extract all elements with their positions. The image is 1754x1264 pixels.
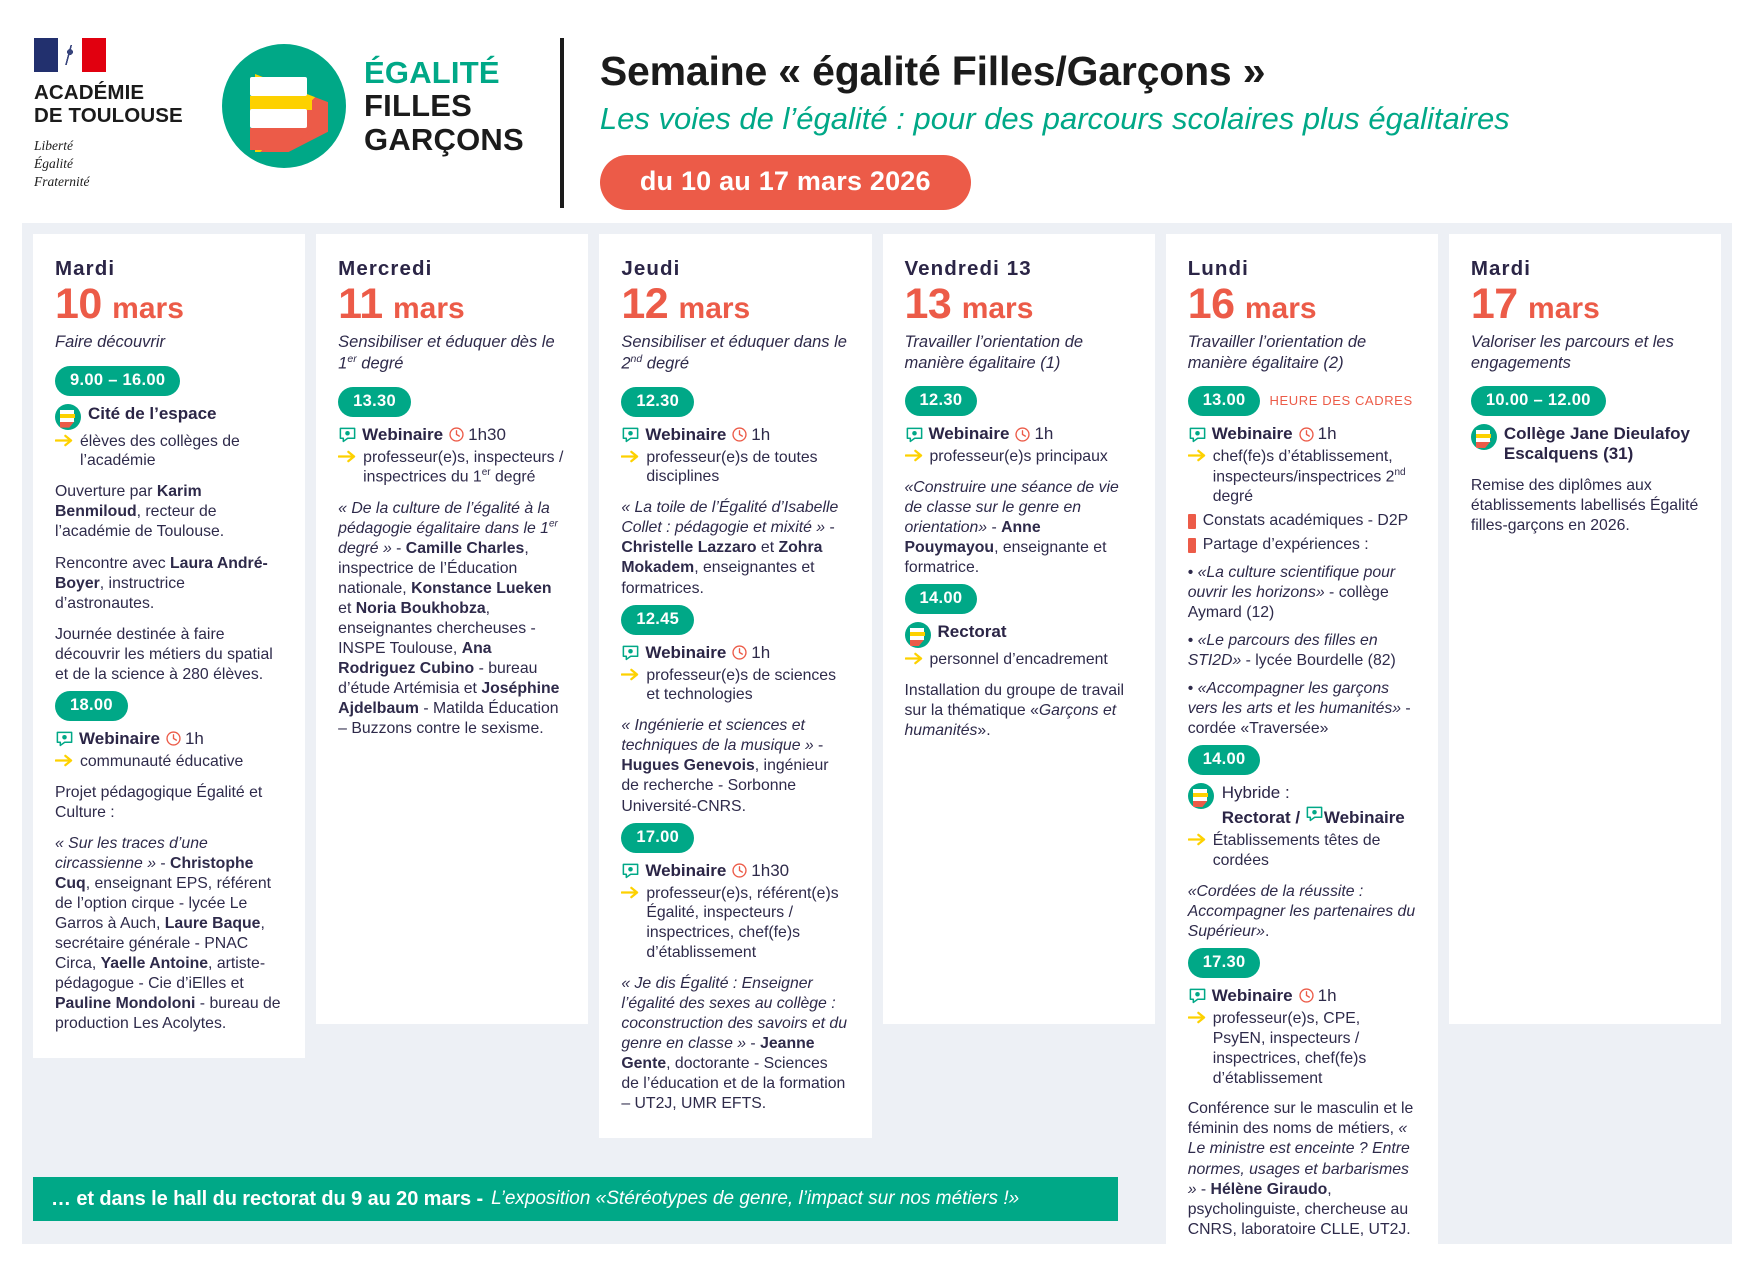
- clock-icon: [731, 644, 748, 661]
- day-number: 17 mars: [1470, 279, 1600, 328]
- slot-time-badge: 12.45: [621, 605, 694, 635]
- slot-paragraph: « Sur les traces d’une circassienne » - Christophe Cuq, enseignant EPS, référent de l’option cirque - lycée Le Garros à Auch, Laure Baque, secrétaire générale - PNAC Circa, Yaelle Antoine, artiste-pédagogue - Cie d’iElles et Pauline Mondoloni - bureau de production Les Acolytes.: [55, 834, 281, 1033]
- slot-hybrid-text: Hybride : Rectorat / Webinaire: [1221, 783, 1405, 828]
- slot-paragraph: «Construire une séance de vie de classe sur le genre en orientation» - Anne Pouymayou, enseignante et formatrice.: [904, 478, 1119, 577]
- egalite-filles-garcons-logo: [222, 26, 524, 168]
- slot-paragraph: «Cordées de la réussite : Accompagner les partenaires du Supérieur».: [1187, 882, 1416, 940]
- slot-paragraph: Installation du groupe de travail sur la thématique «Garçons et humanités».: [904, 682, 1125, 740]
- slot-place: [55, 404, 283, 430]
- arrow-right-icon: [338, 448, 357, 488]
- webinar-icon: [1188, 425, 1207, 444]
- day-of-week: Lundi: [1187, 257, 1249, 280]
- day-month: mars: [384, 291, 465, 325]
- arrow-right-icon: [621, 884, 640, 964]
- slot-audience-label: Établissements têtes de cordées: [1212, 831, 1381, 869]
- slot-audience-label: professeur(e)s, inspecteurs / inspectrices du 1er degré: [363, 448, 564, 486]
- arrow-right-icon: [1188, 1009, 1207, 1089]
- program-slot: [905, 386, 1133, 578]
- slot-time-badge: 13.30: [338, 387, 411, 417]
- arrow-right-icon: [1188, 447, 1207, 507]
- slot-paragraph: Remise des diplômes aux établissements labellisés Égalité filles-garçons en 2026.: [1470, 476, 1699, 534]
- slot-duration: 1h: [165, 729, 204, 749]
- slot-paragraph: Projet pédagogique Égalité et Culture :: [55, 783, 263, 821]
- day-of-week: Jeudi: [621, 257, 681, 280]
- program-grid: [22, 223, 1732, 1244]
- slot-dot-bullet: • «La culture scientifique pour ouvrir les horizons» - collège Aymard (12): [1187, 564, 1396, 622]
- slot-format-label: Webinaire: [1211, 424, 1293, 444]
- motto-liberte: Liberté: [34, 137, 73, 153]
- arrow-right-icon: [55, 432, 74, 472]
- slot-format: [1188, 986, 1416, 1006]
- webinar-icon: [1188, 986, 1207, 1005]
- slot-red-bullet: [1188, 511, 1416, 531]
- day-month: mars: [1236, 291, 1317, 325]
- slot-time-badge: 10.00 – 12.00: [1471, 386, 1606, 416]
- program-slot: [621, 823, 849, 1115]
- slot-audience-label: personnel d’encadrement: [929, 651, 1108, 669]
- republic-motto: [34, 137, 200, 191]
- slot-place-label: Cité de l’espace: [88, 403, 217, 423]
- slot-audience-label: communauté éducative: [80, 752, 244, 770]
- day-month: mars: [103, 291, 184, 325]
- red-square-icon: [1188, 538, 1196, 553]
- slot-paragraph: « Ingénierie et sciences et techniques de la musique » - Hugues Genevois, ingénieur de recherche - Sorbonne Université-CNRS.: [621, 717, 829, 815]
- day-of-week: Mercredi: [338, 257, 433, 280]
- academy-line-1: ACADÉMIE: [34, 81, 145, 104]
- slot-audience: [55, 752, 283, 772]
- program-slot: [621, 387, 849, 599]
- slot-audience: [1188, 1009, 1416, 1089]
- academy-line-2: DE TOULOUSE: [34, 104, 183, 128]
- banner-italic-text: L’exposition «Stéréotypes de genre, l’impact sur nos métiers !»: [491, 1188, 1020, 1209]
- brand-line-filles: FILLES: [364, 88, 472, 124]
- slot-audience: [905, 447, 1133, 467]
- slot-time-badge: 14.00: [1188, 745, 1261, 775]
- slot-format: [55, 729, 283, 749]
- slot-format: [905, 424, 1133, 444]
- day-number: 13 mars: [904, 279, 1034, 328]
- slot-time-badge: 12.30: [905, 386, 978, 416]
- slot-duration: 1h: [731, 643, 770, 663]
- day-column: [1449, 234, 1721, 1024]
- day-theme: Faire découvrir: [55, 333, 166, 352]
- slot-format-label: Webinaire: [1211, 985, 1293, 1005]
- slot-format: [621, 861, 849, 881]
- slot-paragraph: Journée destinée à faire découvrir les métiers du spatial et de la science à 280 élèves.: [55, 625, 273, 683]
- arrow-right-icon: [55, 752, 74, 772]
- slot-time-badge: 17.00: [621, 823, 694, 853]
- slot-format-label: Webinaire: [645, 642, 727, 662]
- slot-place: [1471, 424, 1699, 465]
- clock-icon: [165, 730, 182, 747]
- day-number: 12 mars: [621, 279, 751, 328]
- day-column: [599, 234, 871, 1138]
- slot-format: [621, 643, 849, 663]
- day-column: [1166, 234, 1438, 1264]
- slot-place-label: Collège Jane Dieulafoy Escalquens (31): [1503, 424, 1690, 464]
- day-month: mars: [1519, 291, 1600, 325]
- egalite-logo-icon: [55, 404, 81, 430]
- day-number: 16 mars: [1187, 279, 1317, 328]
- clock-icon: [1014, 426, 1031, 443]
- program-slot: [55, 691, 283, 1034]
- date-range-badge: du 10 au 17 mars 2026: [600, 155, 971, 210]
- day-columns: [22, 234, 1732, 1264]
- day-column: [316, 234, 588, 1024]
- day-theme: Travailler l’orientation de manière égalitaire (1): [904, 333, 1084, 372]
- slot-format-label: Webinaire: [928, 424, 1010, 444]
- slot-duration: 1h: [1298, 986, 1337, 1006]
- slot-format: [621, 425, 849, 445]
- day-of-week: Mardi: [1470, 257, 1532, 280]
- header-main: [564, 26, 1754, 210]
- arrow-right-icon: [905, 650, 924, 670]
- day-column: [33, 234, 305, 1058]
- slot-format-label: Webinaire: [645, 860, 727, 880]
- slot-paragraph: « Je dis Égalité : Enseigner l’égalité des sexes au collège : coconstruction des savoirs et du genre en classe » - Jeanne Gente, doctorante - Sciences de l’éducation et de la formation – UT2J, UMR EFTS.: [621, 975, 848, 1113]
- day-month: mars: [953, 291, 1034, 325]
- day-month: mars: [670, 291, 751, 325]
- red-square-icon: [1188, 514, 1196, 529]
- slot-duration: 1h30: [731, 861, 789, 881]
- slot-duration: 1h: [731, 425, 770, 445]
- slot-place-label: Rectorat: [937, 622, 1007, 642]
- slot-dot-bullet: • «Le parcours des filles en STI2D» - lycée Bourdelle (82): [1187, 632, 1396, 670]
- webinar-icon: [621, 861, 640, 880]
- webinar-icon: [338, 425, 357, 444]
- slot-time-badge: 13.00: [1188, 386, 1261, 416]
- webinar-icon: [1305, 804, 1324, 823]
- arrow-right-icon: [621, 666, 640, 706]
- day-of-week: Vendredi 13: [904, 257, 1032, 280]
- slot-audience: [1188, 831, 1416, 871]
- program-slot: [905, 584, 1133, 741]
- program-slot: [621, 605, 849, 817]
- slot-time-badge: 18.00: [55, 691, 128, 721]
- slot-format: [1188, 424, 1416, 444]
- program-slot: [1188, 745, 1416, 941]
- arrow-right-icon: [905, 447, 924, 467]
- brand-wordmark: [364, 56, 524, 156]
- slot-audience-label: professeur(e)s de toutes disciplines: [646, 448, 818, 486]
- slot-duration: 1h30: [448, 425, 506, 445]
- clock-icon: [1298, 426, 1315, 443]
- slot-time-badge: 17.30: [1188, 948, 1261, 978]
- slot-tag: HEURE DES CADRES: [1269, 393, 1413, 409]
- slot-format-label: Webinaire: [362, 424, 444, 444]
- slot-paragraph: Ouverture par Karim Benmiloud, recteur de l’académie de Toulouse.: [55, 483, 225, 541]
- slot-audience-label: élèves des collèges de l’académie: [80, 432, 240, 470]
- arrow-right-icon: [1188, 831, 1207, 871]
- egalite-logo-icon: [1188, 783, 1214, 809]
- day-number: 10 mars: [55, 279, 184, 328]
- slot-audience-label: professeur(e)s, référent(e)s Égalité, inspecteurs / inspectrices, chef(fe)s d’établissement: [646, 884, 839, 962]
- slot-time-badge: 9.00 – 16.00: [55, 366, 180, 396]
- webinar-icon: [905, 425, 924, 444]
- slot-format-label: Webinaire: [645, 424, 727, 444]
- slot-paragraph: « La toile de l’Égalité d’Isabelle Collet : pédagogie et mixité » - Christelle Lazzaro et Zohra Mokadem, enseignantes et formatrices.: [621, 499, 839, 597]
- egalite-logo-icon: [905, 622, 931, 648]
- day-number: 11 mars: [338, 279, 465, 328]
- slot-paragraph: Conférence sur le masculin et le féminin des noms de métiers, « Le ministre est enceinte ? Entre normes, usages et barbarismes » - Hélène Giraudo, psycholinguiste, chercheuse au CNRS, laboratoire CLLE, UT2J.: [1187, 1100, 1414, 1238]
- slot-time-badge: 12.30: [621, 387, 694, 417]
- academy-name: [34, 81, 200, 128]
- slot-audience-label: professeur(e)s, CPE, PsyEN, inspecteurs / inspectrices, chef(fe)s d’établissement: [1212, 1009, 1367, 1087]
- slot-audience: [338, 448, 566, 488]
- slot-audience: [621, 884, 849, 964]
- slot-audience: [621, 666, 849, 706]
- egalite-logo-icon: [1471, 424, 1497, 450]
- motto-fraternite: Fraternité: [34, 173, 90, 189]
- slot-duration: 1h: [1298, 424, 1337, 444]
- page-title: Semaine « égalité Filles/Garçons »: [599, 48, 1266, 94]
- day-of-week: Mardi: [55, 257, 116, 280]
- brand-line-egalite: ÉGALITÉ: [364, 54, 500, 90]
- page-subtitle: Les voies de l’égalité : pour des parcours scolaires plus égalitaires: [599, 101, 1510, 136]
- day-theme: Valoriser les parcours et les engagements: [1470, 333, 1674, 372]
- program-slot: [1471, 386, 1699, 536]
- slot-audience-label: chef(fe)s d’établissement, inspecteurs/inspectrices 2nd degré: [1212, 448, 1406, 506]
- slot-paragraph: Rencontre avec Laura André-Boyer, instructrice d’astronautes.: [55, 554, 268, 612]
- motto-egalite: Égalité: [34, 155, 73, 171]
- slot-audience-label: professeur(e)s principaux: [929, 448, 1108, 466]
- red-bullet-text: Partage d’expériences :: [1202, 536, 1369, 554]
- exposition-banner: [33, 1177, 1118, 1221]
- slot-format: [338, 425, 566, 445]
- clock-icon: [448, 426, 465, 443]
- slot-audience: [1188, 447, 1416, 507]
- slot-dot-bullet: • «Accompagner les garçons vers les arts et les humanités» - cordée «Traversée»: [1187, 680, 1411, 738]
- slot-audience: [621, 448, 849, 488]
- poster-header: [0, 0, 1754, 218]
- slot-audience-label: professeur(e)s de sciences et technologies: [646, 666, 836, 704]
- clock-icon: [1298, 987, 1315, 1004]
- slot-hybrid: [1188, 783, 1416, 828]
- slot-paragraph: « De la culture de l’égalité à la pédagogie égalitaire dans le 1er degré » - Camille Charles, inspectrice de l’Éducation nationale, Konstance Lueken et Noria Boukhobza, enseignantes chercheuses - INSPE Toulouse, Ana Rodriguez Cubino - bureau d’étude Artémisia et Joséphine Ajdelbaum - Matilda Éducation – Buzzons contre le sexisme.: [338, 499, 560, 738]
- ministry-block: [0, 26, 200, 191]
- slot-format-label: Webinaire: [79, 728, 160, 748]
- egalite-logo-icon: [222, 44, 346, 168]
- webinar-icon: [55, 729, 74, 748]
- red-bullet-text: Constats académiques - D2P: [1202, 511, 1409, 529]
- webinar-icon: [621, 425, 640, 444]
- webinar-icon: [621, 643, 640, 662]
- program-slot: [1188, 948, 1416, 1240]
- slot-duration: 1h: [1014, 424, 1053, 444]
- clock-icon: [731, 862, 748, 879]
- arrow-right-icon: [621, 448, 640, 488]
- program-slot: [1188, 386, 1416, 739]
- program-slot: [55, 366, 283, 685]
- slot-time-badge: 14.00: [905, 584, 978, 614]
- clock-icon: [731, 426, 748, 443]
- day-column: [883, 234, 1155, 1024]
- day-theme: Sensibiliser et éduquer dans le 2nd degré: [621, 333, 847, 373]
- program-slot: [338, 387, 566, 740]
- day-theme: Sensibiliser et éduquer dès le 1er degré: [338, 333, 555, 373]
- french-flag-icon: [34, 38, 106, 72]
- slot-red-bullet: [1188, 535, 1416, 555]
- brand-line-garcons: GARÇONS: [364, 121, 524, 157]
- banner-bold-text: … et dans le hall du rectorat du 9 au 20 mars -: [51, 1187, 484, 1210]
- day-theme: Travailler l’orientation de manière égalitaire (2): [1187, 333, 1367, 372]
- slot-audience: [905, 650, 1133, 670]
- slot-place: [905, 622, 1133, 648]
- slot-audience: [55, 432, 283, 472]
